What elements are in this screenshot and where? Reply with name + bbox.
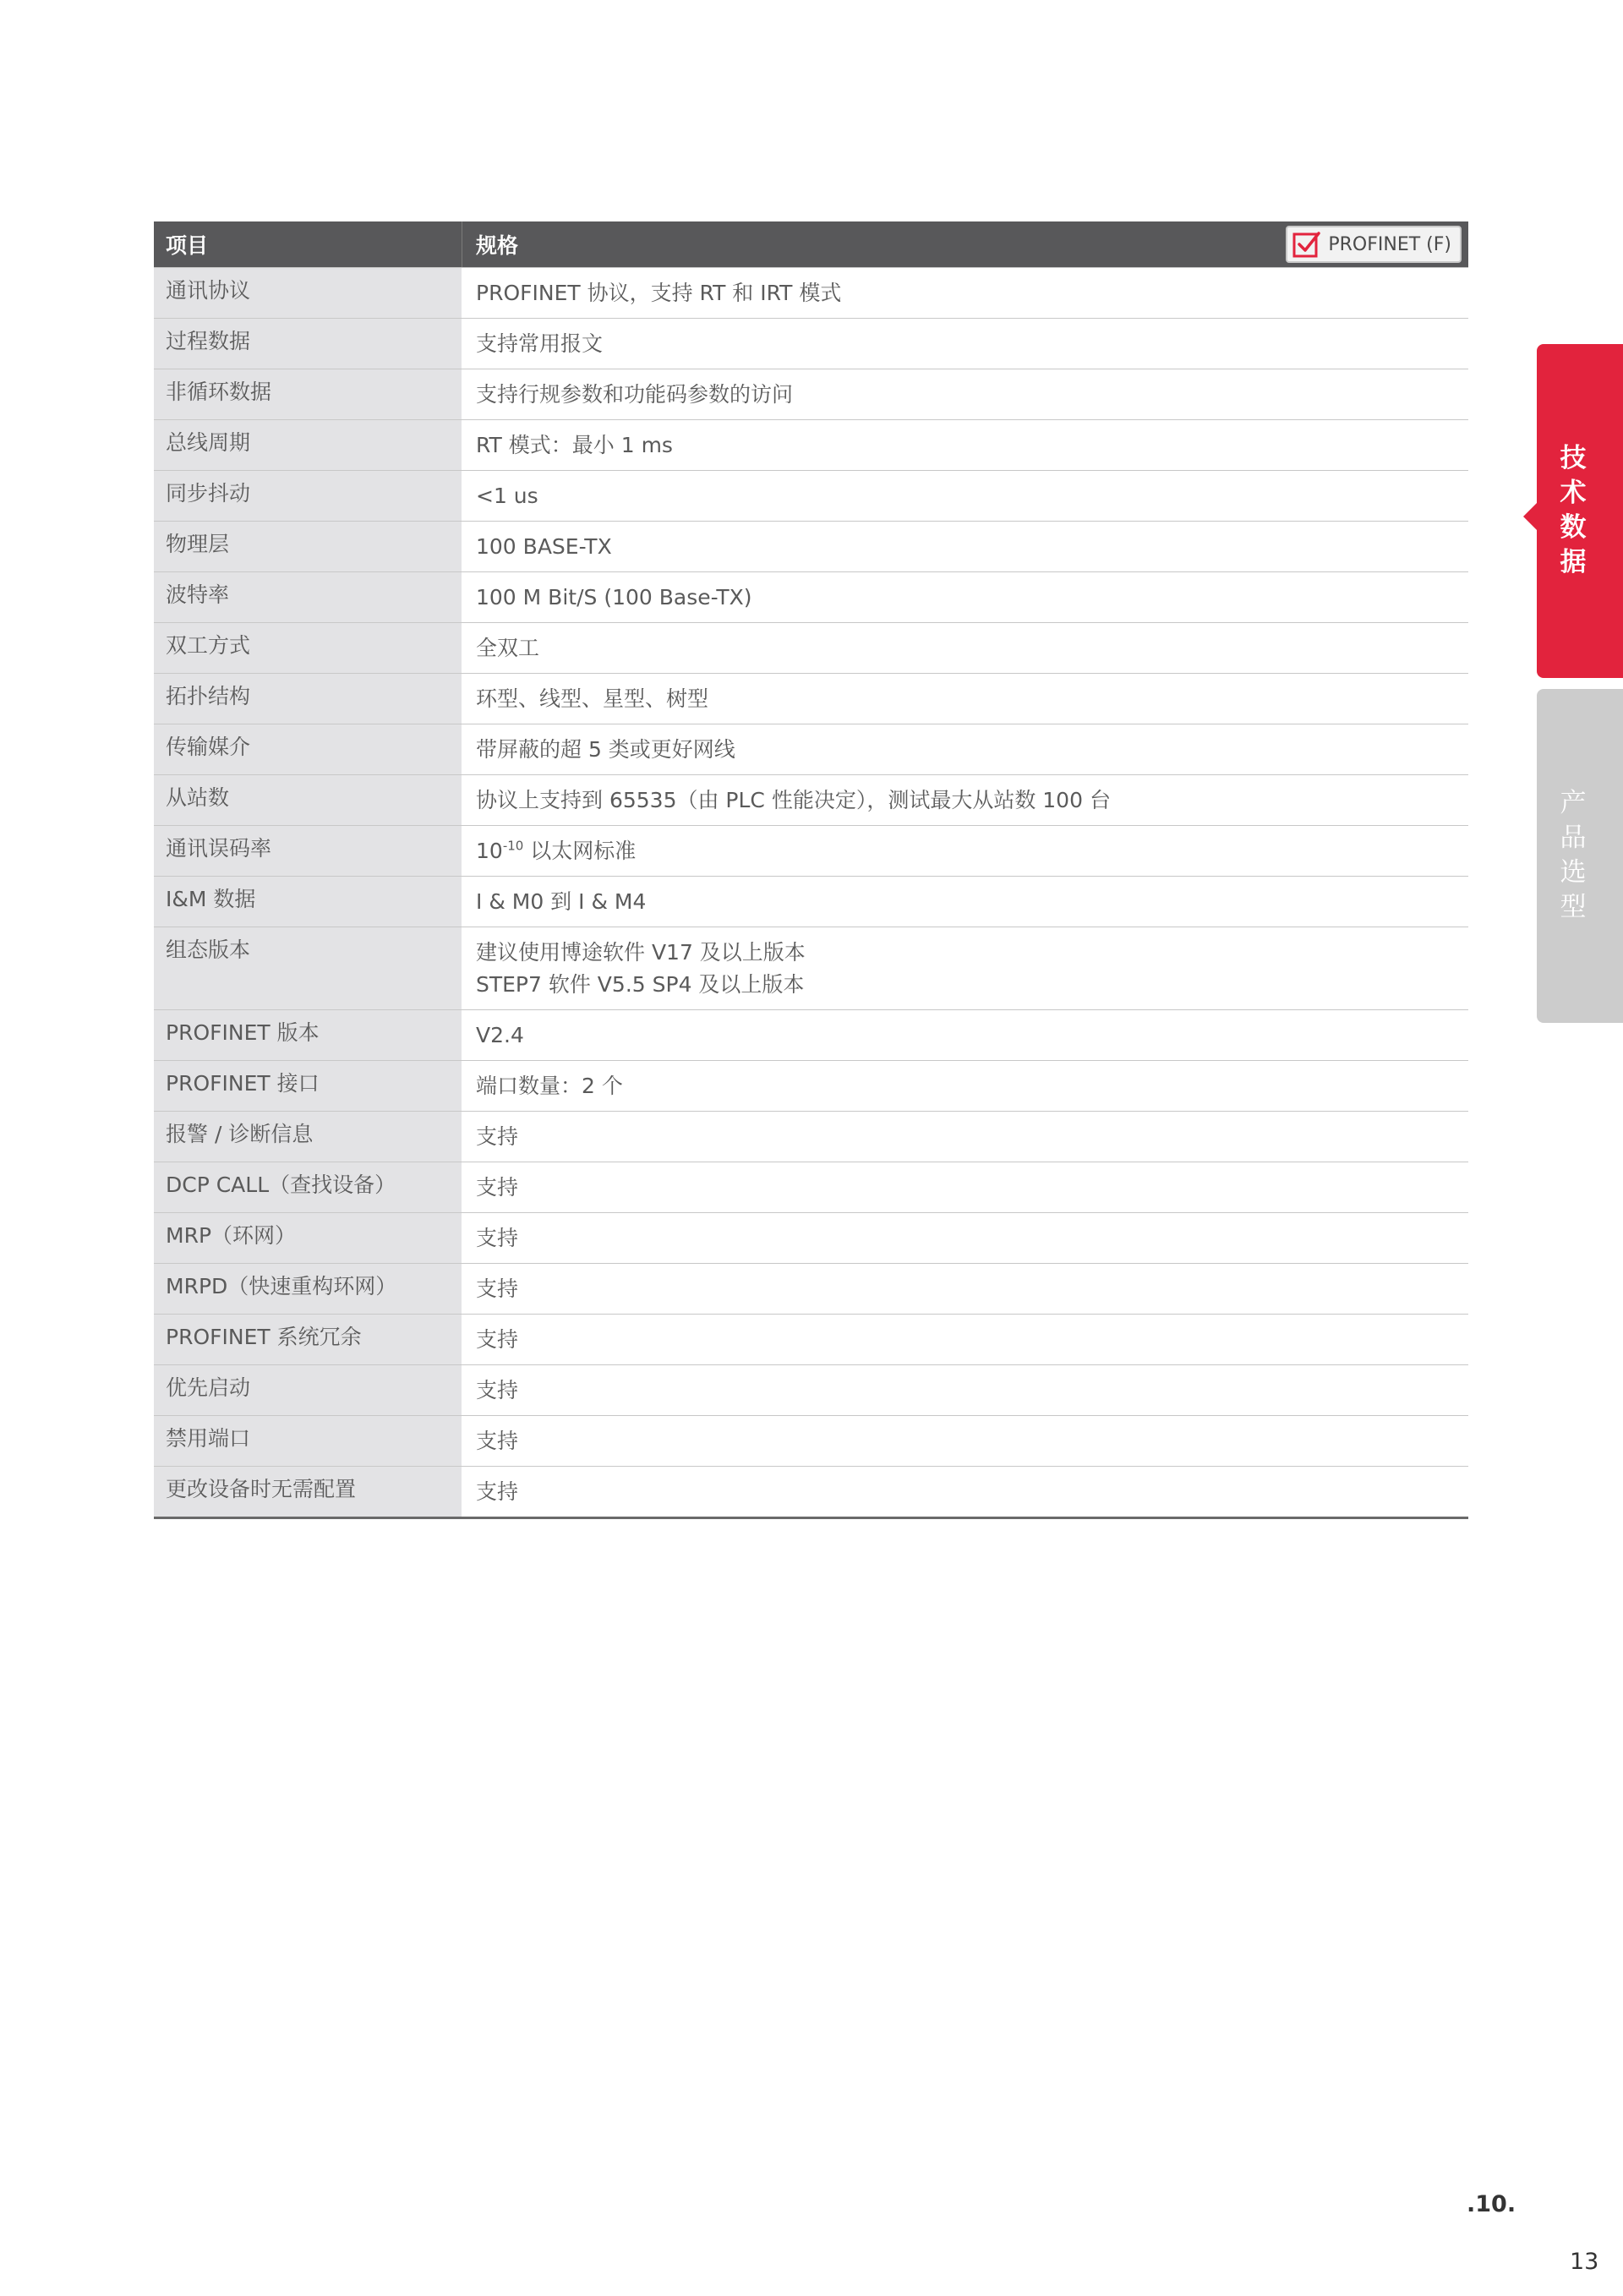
- badge-label: PROFINET (F): [1328, 233, 1451, 255]
- row-item: 报警 / 诊断信息: [154, 1112, 462, 1162]
- row-spec: 100 M Bit/S (100 Base-TX): [476, 585, 752, 610]
- table-row: [154, 1212, 1468, 1263]
- row-item: 物理层: [154, 522, 462, 571]
- row-spec: 环型、线型、星型、树型: [476, 686, 709, 711]
- spec-exponent: -10: [502, 838, 524, 854]
- row-spec-line: 建议使用博途软件 V17 及以上版本: [476, 940, 806, 965]
- row-item: 禁用端口: [154, 1416, 462, 1466]
- table-row: [154, 1466, 1468, 1517]
- table-row: [154, 1415, 1468, 1466]
- side-tab-char: 术: [1560, 478, 1587, 508]
- row-spec-line: STEP7 软件 V5.5 SP4 及以上版本: [476, 972, 805, 997]
- row-spec: [462, 927, 1468, 1009]
- table-row: [154, 774, 1468, 825]
- row-item: 组态版本: [154, 927, 462, 1009]
- row-item: 传输媒介: [154, 724, 462, 774]
- table-row: [154, 1111, 1468, 1162]
- row-spec: 支持: [476, 1479, 519, 1504]
- side-tab-char: 数: [1560, 512, 1587, 543]
- table-row: [154, 876, 1468, 927]
- table-row: [154, 724, 1468, 774]
- table-row: [154, 571, 1468, 622]
- row-spec: 支持: [476, 1226, 519, 1250]
- table-row: [154, 673, 1468, 724]
- row-spec: V2.4: [476, 1023, 524, 1047]
- table-row: [154, 1263, 1468, 1314]
- row-spec: 端口数量：2 个: [476, 1074, 623, 1098]
- table-row: [154, 369, 1468, 419]
- row-item: I&M 数据: [154, 877, 462, 927]
- table-row: [154, 1162, 1468, 1212]
- row-item: PROFINET 版本: [154, 1010, 462, 1060]
- row-spec: RT 模式：最小 1 ms: [476, 433, 673, 457]
- row-item: 通讯协议: [154, 268, 462, 318]
- row-spec: PROFINET 协议，支持 RT 和 IRT 模式: [476, 281, 842, 305]
- page-number: 13: [1570, 2249, 1599, 2275]
- table-header: [154, 221, 1468, 267]
- row-item: 过程数据: [154, 319, 462, 369]
- table-row: [154, 1060, 1468, 1111]
- row-spec: <1 us: [476, 484, 538, 508]
- row-spec: 支持: [476, 1124, 519, 1149]
- table-row: [154, 622, 1468, 673]
- side-tab-char: 品: [1560, 823, 1587, 853]
- table-row: [154, 1364, 1468, 1415]
- header-spec-label: 规格: [476, 233, 519, 258]
- row-item: PROFINET 接口: [154, 1061, 462, 1111]
- row-item: MRPD（快速重构环网）: [154, 1264, 462, 1314]
- row-spec: 带屏蔽的超 5 类或更好网线: [476, 737, 735, 762]
- row-spec: 支持: [476, 1276, 519, 1301]
- row-spec: 支持: [476, 1175, 519, 1200]
- side-tab-label: [1537, 786, 1609, 925]
- table-row: [154, 419, 1468, 470]
- side-tab-tech-data[interactable]: [1537, 344, 1623, 678]
- row-item: 从站数: [154, 775, 462, 825]
- table-row: [154, 927, 1468, 1009]
- row-spec: 协议上支持到 65535（由 PLC 性能决定），测试最大从站数 100 台: [476, 788, 1111, 812]
- profinet-badge: [1286, 226, 1462, 263]
- row-spec: 全双工: [476, 636, 540, 660]
- side-tab-char: 据: [1560, 547, 1587, 577]
- row-item: 总线周期: [154, 420, 462, 470]
- spec-table: [154, 221, 1468, 1519]
- row-item: DCP CALL（查找设备）: [154, 1162, 462, 1212]
- header-item: 项目: [154, 221, 462, 267]
- header-spec: [462, 221, 1468, 267]
- row-item: 非循环数据: [154, 369, 462, 419]
- row-item: 优先启动: [154, 1365, 462, 1415]
- row-spec: 100 BASE-TX: [476, 534, 612, 559]
- side-tab-product-selection[interactable]: [1537, 689, 1623, 1023]
- side-tab-char: 型: [1560, 892, 1587, 922]
- row-spec: I & M0 到 I & M4: [476, 889, 647, 914]
- row-item: MRP（环网）: [154, 1213, 462, 1263]
- section-number: .10.: [1467, 2191, 1516, 2217]
- row-spec: 支持常用报文: [476, 331, 604, 356]
- spec-base: 10: [476, 839, 503, 863]
- table-row: [154, 318, 1468, 369]
- side-tab-char: 技: [1560, 443, 1587, 473]
- spec-rest: 以太网标准: [523, 839, 637, 863]
- side-tab-label: [1537, 441, 1609, 580]
- table-row: [154, 1009, 1468, 1060]
- table-row: [154, 267, 1468, 318]
- row-item: 拓扑结构: [154, 674, 462, 724]
- row-item: 同步抖动: [154, 471, 462, 521]
- row-spec: [462, 826, 1468, 876]
- row-spec: 支持行规参数和功能码参数的访问: [476, 382, 794, 407]
- table-row: [154, 470, 1468, 521]
- row-item: 通讯误码率: [154, 826, 462, 876]
- row-spec: 支持: [476, 1327, 519, 1352]
- table-row: [154, 825, 1468, 876]
- table-row: [154, 521, 1468, 571]
- row-item: PROFINET 系统冗余: [154, 1315, 462, 1364]
- side-tab-char: 选: [1560, 857, 1587, 888]
- row-spec: 支持: [476, 1378, 519, 1402]
- row-item: 更改设备时无需配置: [154, 1467, 462, 1517]
- table-row: [154, 1314, 1468, 1364]
- row-spec: 支持: [476, 1429, 519, 1453]
- side-tab-char: 产: [1560, 788, 1587, 818]
- row-item: 波特率: [154, 572, 462, 622]
- checkbox-check-icon: [1292, 230, 1321, 259]
- row-item: 双工方式: [154, 623, 462, 673]
